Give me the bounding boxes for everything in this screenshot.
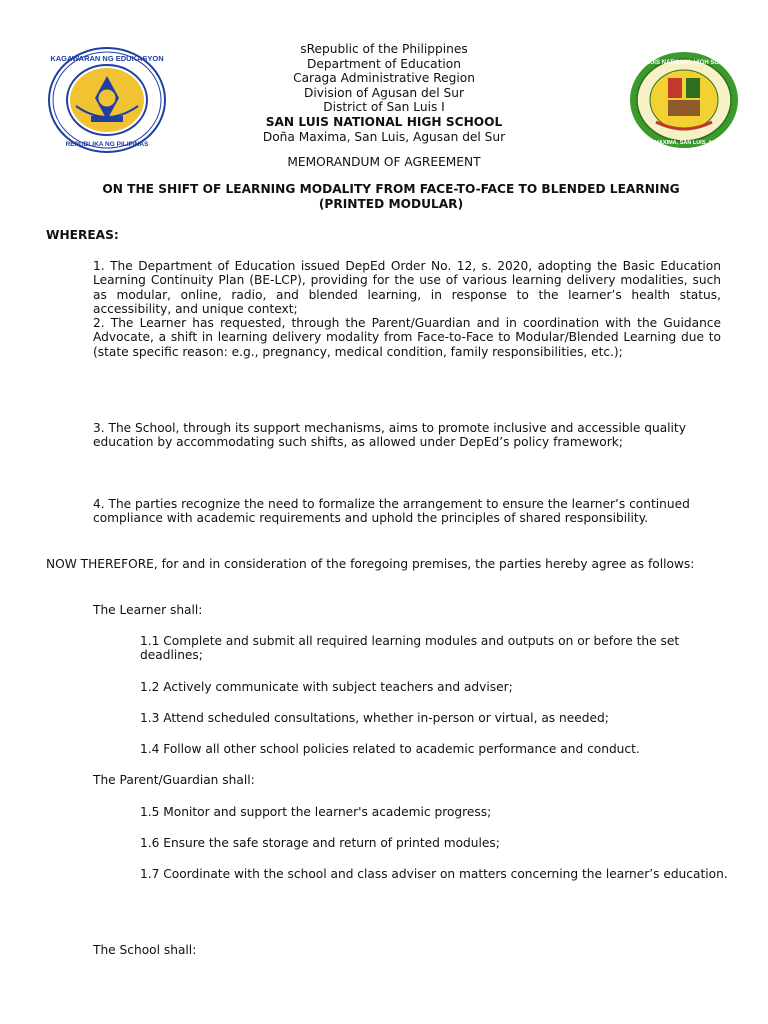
- letterhead: [190, 42, 578, 144]
- svg-text:REPUBLIKA NG PILIPINAS: REPUBLIKA NG PILIPINAS: [65, 141, 149, 148]
- memorandum-title: MEMORANDUM OF AGREEMENT: [287, 155, 481, 169]
- svg-text:DOÑA MAXIMA, SAN LUIS, AGN. DS: DOÑA MAXIMA, SAN LUIS, AGN. DS: [636, 140, 732, 146]
- learner-item: 1.2 Actively communicate with subject teachers and adviser;: [140, 680, 513, 694]
- agreement-title-line-1: ON THE SHIFT OF LEARNING MODALITY FROM FACE-TO-FACE TO BLENDED LEARNING: [102, 182, 680, 196]
- agreement-title-line-2: (PRINTED MODULAR): [318, 196, 464, 211]
- agreement-title: [46, 182, 736, 211]
- parent-guardian-item: 1.7 Coordinate with the school and class adviser on matters concerning the learner’s education.: [140, 867, 728, 881]
- whereas-heading: WHEREAS:: [46, 228, 119, 242]
- learner-item: 1.3 Attend scheduled consultations, whether in-person or virtual, as needed;: [140, 711, 609, 725]
- header-line-department: Department of Education: [307, 56, 461, 71]
- whereas-item-4: 4. The parties recognize the need to formalize the arrangement to ensure the learner’s continued compliance with academic requirements and uphold the principles of shared responsibility.: [93, 497, 690, 526]
- whereas-item-2: 2. The Learner has requested, through the Parent/Guardian and in coordination with the Guidance Advocate, a shift in learning delivery modality from Face-to-Face to Modular/Blended Learning due to (state specific reason: e.g., pregnancy, medical condition, family responsibilities, etc.);: [93, 316, 721, 359]
- header-line-republic: sRepublic of the Philippines: [300, 42, 468, 56]
- school-address: Doña Maxima, San Luis, Agusan del Sur: [262, 129, 506, 144]
- learner-item: 1.1 Complete and submit all required learning modules and outputs on or before the set deadlines;: [140, 634, 680, 663]
- parent-guardian-item: 1.5 Monitor and support the learner's academic progress;: [140, 805, 492, 819]
- learner-heading: The Learner shall:: [93, 603, 203, 617]
- whereas-item-1: 1. The Department of Education issued DepEd Order No. 12, s. 2020, adopting the Basic Education Learning Continuity Plan (BE-LCP), providing for the use of various learning delivery modalities, such as modular, online, radio, and blended learning, in response to the learner’s health status, accessibility, and unique context;: [93, 259, 721, 316]
- now-therefore-clause: NOW THEREFORE, for and in consideration of the foregoing premises, the parties hereby agree as follows:: [46, 557, 695, 571]
- header-line-district: District of San Luis I: [323, 100, 445, 115]
- parent-guardian-item: 1.6 Ensure the safe storage and return of printed modules;: [140, 836, 500, 850]
- svg-text:SAN LUIS NATIONAL HIGH SCHOOL: SAN LUIS NATIONAL HIGH SCHOOL: [631, 60, 737, 66]
- header-line-division: Division of Agusan del Sur: [304, 85, 464, 100]
- school-seal-logo: [628, 50, 740, 150]
- deped-seal-logo: [46, 46, 168, 154]
- parent-guardian-heading: The Parent/Guardian shall:: [93, 773, 255, 787]
- whereas-item-3: 3. The School, through its support mechanisms, aims to promote inclusive and accessible quality education by accommodating such shifts, as allowed under DepEd’s policy framework;: [93, 421, 686, 450]
- header-line-region: Caraga Administrative Region: [293, 71, 475, 86]
- school-name: SAN LUIS NATIONAL HIGH SCHOOL: [265, 114, 503, 129]
- svg-text:KAGAWARAN NG EDUKASYON: KAGAWARAN NG EDUKASYON: [50, 54, 164, 63]
- learner-item: 1.4 Follow all other school policies related to academic performance and conduct.: [140, 742, 640, 756]
- school-heading: The School shall:: [93, 943, 197, 957]
